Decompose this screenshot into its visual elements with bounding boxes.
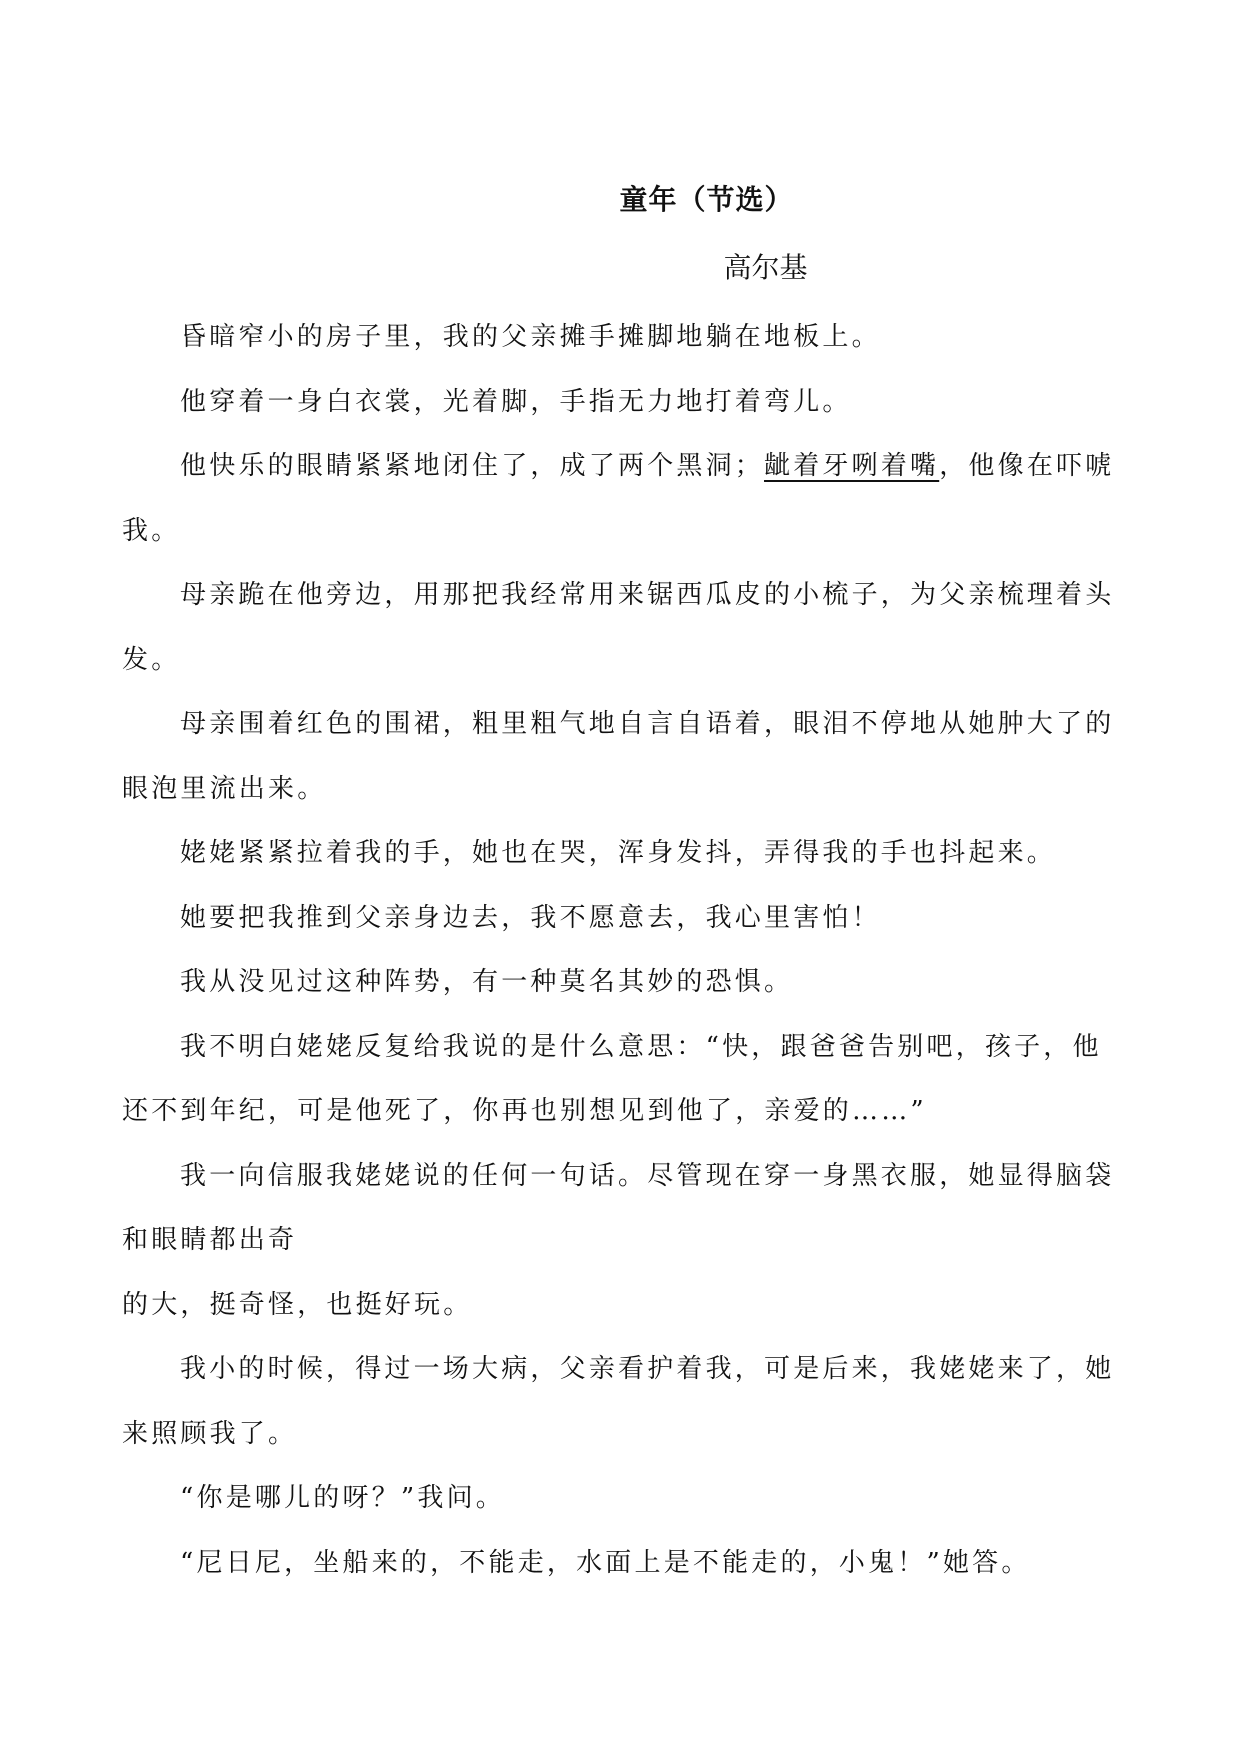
paragraph-9: 我不明白姥姥反复给我说的是什么意思：“快，跟爸爸告别吧，孩子，他还不到年纪，可是他死了，你再也别想见到他了，亲爱的……”: [122, 1031, 1102, 1126]
paragraph-2: 他穿着一身白衣裳，光着脚，手指无力地打着弯儿。: [180, 386, 852, 417]
underlined-phrase: 龇着牙咧着嘴: [764, 451, 940, 481]
document-body: [122, 305, 1127, 1595]
paragraph-11: 我小的时候，得过一场大病，父亲看护着我，可是后来，我姥姥来了，她来照顾我了。: [122, 1354, 1115, 1449]
paragraph-12: “你是哪儿的呀？”我问。: [180, 1483, 505, 1513]
paragraph-10: 我一向信服我姥姥说的任何一句话。尽管现在穿一身黑衣服，她显得脑袋和眼睛都出奇: [122, 1160, 1115, 1255]
document-title: 童年（节选）: [619, 183, 794, 216]
document-author: 高尔基: [723, 251, 808, 284]
paragraph-3-start: 他快乐的眼睛紧紧地闭住了，成了两个黑洞；: [180, 451, 765, 481]
paragraph-10-continued: 的大，挺奇怪，也挺好玩。: [122, 1289, 473, 1320]
paragraph-8: 我从没见过这种阵势，有一种莫名其妙的恐惧。: [180, 967, 794, 997]
paragraph-4: 母亲跪在他旁边，用那把我经常用来锯西瓜皮的小梳子，为父亲梳理着头发。: [122, 580, 1115, 675]
paragraph-3: [122, 434, 1127, 563]
paragraph-7: 她要把我推到父亲身边去，我不愿意去，我心里害怕！: [180, 902, 881, 933]
paragraph-5: 母亲围着红色的围裙，粗里粗气地自言自语着，眼泪不停地从她肿大了的眼泡里流出来。: [122, 709, 1115, 804]
paragraph-13: “尼日尼，坐船来的，不能走，水面上是不能走的，小鬼！”她答。: [180, 1547, 1031, 1578]
paragraph-1: 昏暗窄小的房子里，我的父亲摊手摊脚地躺在地板上。: [180, 322, 881, 352]
paragraph-6: 姥姥紧紧拉着我的手，她也在哭，浑身发抖，弄得我的手也抖起来。: [180, 838, 1057, 868]
paragraph-3-end: ，他像在吓唬我。: [122, 451, 1115, 546]
